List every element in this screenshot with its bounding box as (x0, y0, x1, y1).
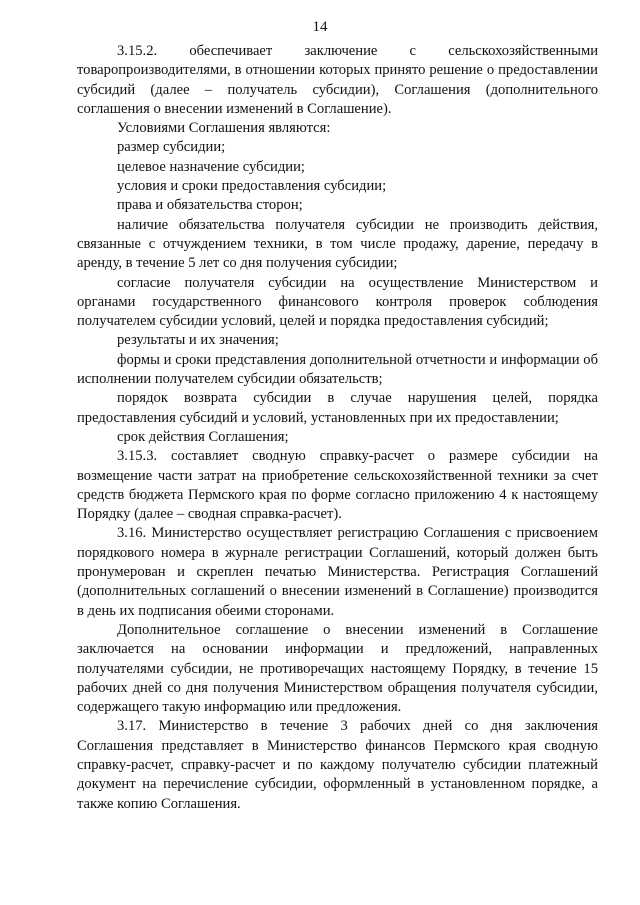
paragraph-3-16: 3.16. Министерство осуществляет регистрацию Соглашения с присвоением порядкового номера в журнале регистрации Соглашений, который должен быть пронумерован и скреплен печатью Министерства. Регистрация Соглашений (дополнительных соглашений о внесении изменений в Соглашение) производится в день их подписания обеими сторонами. (77, 525, 598, 619)
list-item-consent-to-inspections: согласие получателя субсидии на осуществление Министерством и органами государственного финансового контроля проверок соблюдения получателем субсидии условий, целей и порядка предоставления субсидий; (77, 274, 598, 330)
list-item-rights-and-obligations: права и обязательства сторон; (117, 197, 303, 214)
list-item-results: результаты и их значения; (117, 332, 279, 349)
list-item-subsidy-amount: размер субсидии; (117, 139, 226, 156)
list-item-refund-procedure: порядок возврата субсидии в случае нарушения целей, порядка предоставления субсидий и условий, установленных при их предоставлении; (77, 390, 598, 426)
page-number: 14 (312, 19, 328, 35)
document-body (77, 42, 598, 814)
paragraph-3-15-2: 3.15.2. обеспечивает заключение с сельскохозяйственными товаропроизводителями, в отношении которых принято решение о предоставлении субсидий (далее – получатель субсидии), Соглашения (дополнительного соглашения о внесении изменений в Соглашение). (77, 43, 598, 117)
paragraph-3-15-3: 3.15.3. составляет сводную справку-расчет о размере субсидии на возмещение части затрат на приобретение сельскохозяйственной техники за счет средств бюджета Пермского края по форме согласно приложению 4 к настоящему Порядку (далее – сводная справка-расчет). (77, 448, 598, 523)
list-item-agreement-term: срок действия Соглашения; (117, 428, 289, 445)
paragraph-3-17: 3.17. Министерство в течение 3 рабочих дней со дня заключения Соглашения представляет в Министерство финансов Пермского края сводную справку-расчет, справку-расчет и по каждому получателю субсидии платежный документ на перечисление субсидии, оформленный в установленном порядке, а также копию Соглашения. (77, 718, 598, 812)
list-item-no-alienation-obligation: наличие обязательства получателя субсидии не производить действия, связанные с отчуждением техники, в том числе продажу, дарение, передачу в аренду, в течение 5 лет со дня получения субсидии; (77, 216, 598, 272)
list-item-subsidy-purpose: целевое назначение субсидии; (117, 158, 305, 175)
list-item-reporting-forms: формы и сроки представления дополнительной отчетности и информации об исполнении получателем субсидии обязательств; (77, 351, 598, 388)
list-item-conditions-and-terms: условия и сроки предоставления субсидии; (117, 178, 387, 195)
paragraph-additional-agreement: Дополнительное соглашение о внесении изменений в Соглашение заключается на основании информации и предложений, направленных получателями субсидии, не противоречащих настоящему Порядку, в течение 15 рабочих дней со дня получения Министерством обращения получателя субсидии, содержащего такую информацию или предложения. (77, 621, 598, 716)
paragraph-agreement-conditions-heading: Условиями Соглашения являются: (117, 120, 331, 137)
